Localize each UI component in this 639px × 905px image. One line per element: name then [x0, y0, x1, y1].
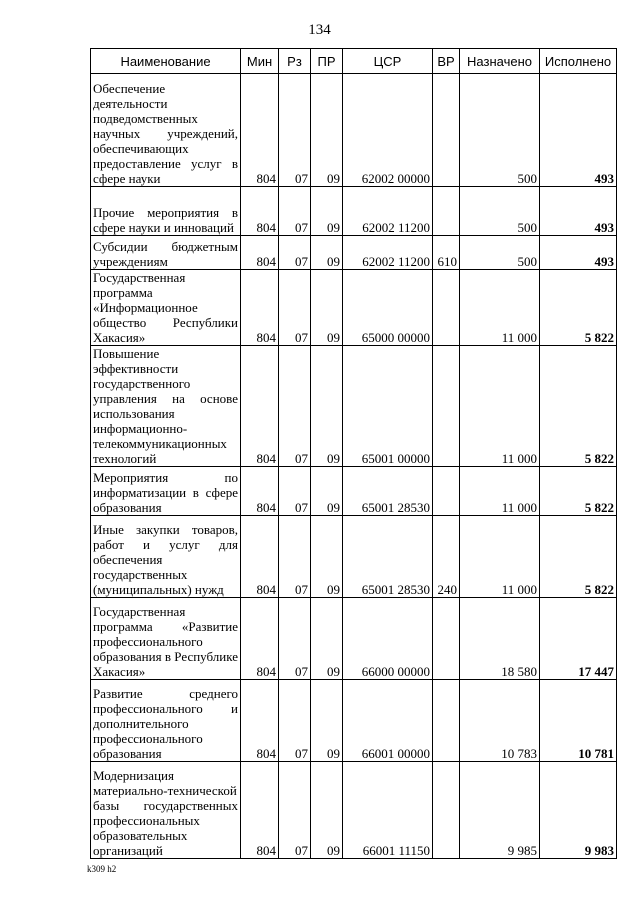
- row-csr: 66000 00000: [343, 598, 433, 680]
- row-name: Иные закупки товаров, работ и услуг для обеспечения государственных (муниципальных) нужд: [91, 516, 241, 598]
- row-csr: 62002 00000: [343, 74, 433, 187]
- row-vr: 610: [433, 236, 460, 270]
- header-executed: Исполнено: [540, 49, 617, 74]
- row-rz: 07: [279, 346, 311, 467]
- header-pr: ПР: [311, 49, 343, 74]
- row-vr: [433, 346, 460, 467]
- row-pr: 09: [311, 74, 343, 187]
- row-pr: 09: [311, 762, 343, 859]
- row-name: Государственная программа «Развитие профессионального образования в Республике Хакасия»: [91, 598, 241, 680]
- row-min: 804: [241, 74, 279, 187]
- row-name: Повышение эффективности государственного управления на основе использования информационно-телекоммуникационных технологий: [91, 346, 241, 467]
- row-rz: 07: [279, 236, 311, 270]
- table-row: [91, 346, 617, 467]
- row-rz: 07: [279, 680, 311, 762]
- header-min: Мин: [241, 49, 279, 74]
- row-rz: 07: [279, 270, 311, 346]
- row-vr: [433, 762, 460, 859]
- row-pr: 09: [311, 187, 343, 236]
- row-pr: 09: [311, 270, 343, 346]
- row-rz: 07: [279, 187, 311, 236]
- row-executed: 10 781: [540, 680, 617, 762]
- row-assigned: 500: [460, 236, 540, 270]
- row-min: 804: [241, 516, 279, 598]
- table-row: [91, 598, 617, 680]
- row-vr: [433, 270, 460, 346]
- row-executed: 493: [540, 236, 617, 270]
- header-rz: Рз: [279, 49, 311, 74]
- row-assigned: 500: [460, 187, 540, 236]
- row-csr: 65000 00000: [343, 270, 433, 346]
- table-row: [91, 187, 617, 236]
- page-number: 134: [308, 22, 331, 38]
- table-row: [91, 516, 617, 598]
- row-name: Мероприятия по информатизации в сфере образования: [91, 467, 241, 516]
- row-executed: 5 822: [540, 346, 617, 467]
- row-executed: 17 447: [540, 598, 617, 680]
- row-executed: 5 822: [540, 516, 617, 598]
- row-vr: 240: [433, 516, 460, 598]
- row-min: 804: [241, 762, 279, 859]
- row-csr: 62002 11200: [343, 236, 433, 270]
- row-pr: 09: [311, 598, 343, 680]
- row-min: 804: [241, 270, 279, 346]
- row-pr: 09: [311, 236, 343, 270]
- row-assigned: 11 000: [460, 516, 540, 598]
- table-row: [91, 236, 617, 270]
- row-assigned: 11 000: [460, 270, 540, 346]
- row-name: Прочие мероприятия в сфере науки и инноваций: [91, 187, 241, 236]
- row-executed: 5 822: [540, 467, 617, 516]
- row-pr: 09: [311, 680, 343, 762]
- header-assigned: Назначено: [460, 49, 540, 74]
- row-name: Обеспечение деятельности подведомственных научных учреждений, обеспечивающих предоставление услуг в сфере науки: [91, 74, 241, 187]
- row-vr: [433, 467, 460, 516]
- row-rz: 07: [279, 598, 311, 680]
- row-assigned: 500: [460, 74, 540, 187]
- row-executed: 5 822: [540, 270, 617, 346]
- row-pr: 09: [311, 467, 343, 516]
- row-assigned: 9 985: [460, 762, 540, 859]
- row-csr: 66001 00000: [343, 680, 433, 762]
- row-executed: 9 983: [540, 762, 617, 859]
- row-pr: 09: [311, 346, 343, 467]
- row-csr: 66001 11150: [343, 762, 433, 859]
- header-vr: ВР: [433, 49, 460, 74]
- row-name: Модернизация материально-технической базы государственных профессиональных образовательных организаций: [91, 762, 241, 859]
- row-rz: 07: [279, 74, 311, 187]
- row-min: 804: [241, 187, 279, 236]
- footer-code: k309 h2: [87, 864, 117, 874]
- header-csr: ЦСР: [343, 49, 433, 74]
- table-header-row: [91, 49, 617, 74]
- row-rz: 07: [279, 516, 311, 598]
- row-csr: 65001 00000: [343, 346, 433, 467]
- row-vr: [433, 680, 460, 762]
- table-row: [91, 467, 617, 516]
- header-name: Наименование: [91, 49, 241, 74]
- table-row: [91, 74, 617, 187]
- budget-table: [90, 48, 617, 859]
- table-row: [91, 680, 617, 762]
- row-assigned: 11 000: [460, 467, 540, 516]
- row-vr: [433, 187, 460, 236]
- row-vr: [433, 74, 460, 187]
- table-row: [91, 762, 617, 859]
- row-name: Субсидии бюджетным учреждениям: [91, 236, 241, 270]
- row-vr: [433, 598, 460, 680]
- row-min: 804: [241, 680, 279, 762]
- row-csr: 62002 11200: [343, 187, 433, 236]
- row-min: 804: [241, 598, 279, 680]
- table-row: [91, 270, 617, 346]
- row-assigned: 18 580: [460, 598, 540, 680]
- row-pr: 09: [311, 516, 343, 598]
- row-min: 804: [241, 236, 279, 270]
- row-rz: 07: [279, 762, 311, 859]
- row-min: 804: [241, 346, 279, 467]
- row-rz: 07: [279, 467, 311, 516]
- row-name: Государственная программа «Информационное общество Республики Хакасия»: [91, 270, 241, 346]
- row-name: Развитие среднего профессионального и дополнительного профессионального образования: [91, 680, 241, 762]
- row-executed: 493: [540, 187, 617, 236]
- row-assigned: 10 783: [460, 680, 540, 762]
- row-executed: 493: [540, 74, 617, 187]
- row-csr: 65001 28530: [343, 467, 433, 516]
- row-csr: 65001 28530: [343, 516, 433, 598]
- row-min: 804: [241, 467, 279, 516]
- row-assigned: 11 000: [460, 346, 540, 467]
